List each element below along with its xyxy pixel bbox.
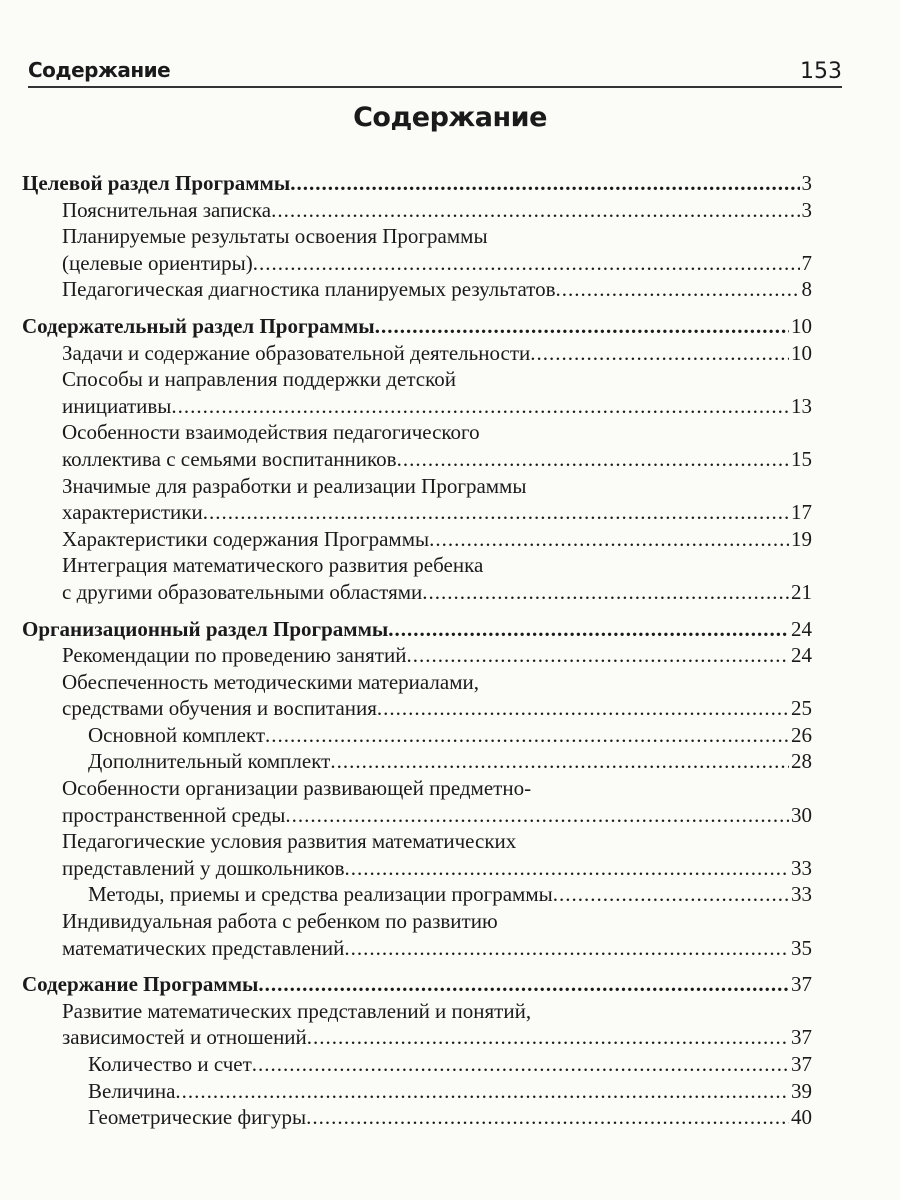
toc-entry-line: [62, 250, 812, 277]
toc-entry[interactable]: [22, 748, 812, 775]
toc-entry[interactable]: [22, 828, 812, 881]
dot-leader: [330, 748, 789, 775]
toc-entry-line: [62, 828, 812, 855]
toc-entry-title: Характеристики содержания Программы: [62, 526, 430, 551]
dot-leader: [306, 1104, 789, 1131]
toc-entry-line: [62, 908, 812, 935]
toc-entry-title: представлений у дошкольников: [62, 855, 345, 880]
toc-entry-title: Методы, приемы и средства реализации программы: [88, 882, 553, 907]
dot-leader: [406, 642, 789, 669]
toc-entry-line: [62, 998, 812, 1025]
toc-page-number: 40: [791, 1105, 812, 1130]
toc-entry-line: [62, 642, 812, 669]
toc-entry-line: [62, 366, 812, 393]
toc-entry-title: Планируемые результаты освоения Программы: [62, 224, 488, 249]
toc-entry[interactable]: [22, 669, 812, 722]
toc-entry-line: [62, 340, 812, 367]
toc-entry-title: Индивидуальная работа с ребенком по развитию: [62, 909, 498, 934]
dot-leader: [345, 855, 790, 882]
dot-leader: [344, 935, 789, 962]
toc-entry-line: [62, 802, 812, 829]
toc-entry-line: [62, 695, 812, 722]
toc-entry-line: [62, 419, 812, 446]
toc-entry[interactable]: [22, 419, 812, 472]
toc-entry[interactable]: [22, 722, 812, 749]
toc-page-number: 37: [791, 1025, 812, 1050]
toc-entry-title: Величина: [88, 1078, 176, 1103]
toc-entry-title: зависимостей и отношений: [62, 1025, 307, 1050]
dot-leader: [397, 446, 789, 473]
toc-entry-line: [88, 748, 812, 775]
toc-entry-title: Геометрические фигуры: [88, 1105, 307, 1130]
toc-entry-line: [88, 1078, 812, 1105]
toc-entry-title: Способы и направления поддержки детской: [62, 367, 456, 392]
dot-leader: [377, 695, 789, 722]
dot-leader: [253, 250, 800, 277]
toc-entry[interactable]: [22, 775, 812, 828]
toc-entry-line: [62, 197, 812, 224]
page-title: Содержание: [353, 102, 547, 133]
toc-entry-line: [62, 775, 812, 802]
toc-entry[interactable]: [22, 908, 812, 961]
toc-page-number: 10: [791, 340, 812, 365]
toc-entry-line: [62, 579, 812, 606]
dot-leader: [271, 197, 799, 224]
toc-page-number: 24: [791, 616, 812, 641]
toc-entry-title: Педагогические условия развития математических: [62, 829, 517, 854]
toc-entry-title: Педагогическая диагностика планируемых результатов: [62, 277, 556, 302]
toc-page-number: 33: [791, 882, 812, 907]
toc-entry[interactable]: [22, 1078, 812, 1105]
toc-entry-line: [88, 881, 812, 908]
toc-entry-line: [62, 855, 812, 882]
toc-entry-title: (целевые ориентиры): [62, 250, 253, 275]
dot-leader: [171, 393, 789, 420]
toc-entry-title: Дополнительный комплект: [88, 749, 331, 774]
toc-entry-line: [22, 616, 812, 643]
toc-page-number: 26: [791, 722, 812, 747]
toc-page-number: 37: [791, 972, 812, 997]
toc-entry-title: с другими образовательными областями: [62, 579, 423, 604]
dot-leader: [530, 340, 789, 367]
toc-entry-title: Содержательный раздел Программы: [22, 313, 375, 338]
running-header-section: Содержание: [28, 58, 171, 82]
toc-entry-line: [62, 223, 812, 250]
toc-entry-title: Обеспеченность методическими материалами,: [62, 669, 479, 694]
toc-entry[interactable]: [22, 197, 812, 224]
toc-entry-title: Рекомендации по проведению занятий: [62, 643, 407, 668]
dot-leader: [175, 1078, 789, 1105]
toc-section[interactable]: [22, 616, 812, 643]
toc-entry-line: [88, 1051, 812, 1078]
toc-entry-line: [88, 722, 812, 749]
toc-entry[interactable]: [22, 366, 812, 419]
toc-entry-title: Особенности организации развивающей предметно-: [62, 776, 532, 801]
toc-page-number: 17: [791, 500, 812, 525]
toc-page-number: 35: [791, 935, 812, 960]
toc-entry[interactable]: [22, 881, 812, 908]
toc-entry-title: математических представлений: [62, 935, 345, 960]
toc-entry-title: характеристики: [62, 500, 203, 525]
toc-entry-line: [62, 935, 812, 962]
toc-page-number: 28: [791, 749, 812, 774]
running-header: [28, 56, 842, 88]
toc-page-number: 13: [791, 393, 812, 418]
dot-leader: [556, 276, 800, 303]
dot-leader: [375, 313, 789, 340]
toc-section[interactable]: [22, 313, 812, 340]
toc-page-number: 33: [791, 855, 812, 880]
toc-entry-title: Целевой раздел Программы: [22, 171, 291, 195]
toc-entry[interactable]: [22, 552, 812, 605]
toc-entry-line: [62, 446, 812, 473]
toc-entry-title: Интеграция математического развития ребенка: [62, 553, 484, 578]
toc-page-number: 10: [791, 313, 812, 338]
toc-entry[interactable]: [22, 998, 812, 1051]
page-number: 153: [800, 59, 842, 84]
toc-page-number: 7: [801, 250, 812, 275]
toc-entry[interactable]: [22, 1051, 812, 1078]
toc-entry-line: [22, 313, 812, 340]
dot-leader: [422, 579, 789, 606]
toc-entry-title: Основной комплект: [88, 722, 266, 747]
dot-leader: [290, 170, 799, 197]
toc-entry-title: Задачи и содержание образовательной деятельности: [62, 340, 531, 365]
dot-leader: [429, 526, 789, 553]
toc-page-number: 8: [801, 277, 812, 302]
dot-leader: [307, 1024, 789, 1051]
dot-leader: [258, 971, 789, 998]
toc-page-number: 25: [791, 696, 812, 721]
toc-page-number: 3: [801, 171, 812, 195]
toc-entry-line: [22, 170, 812, 197]
toc-page-number: 30: [791, 802, 812, 827]
toc-page-number: 21: [791, 579, 812, 604]
toc-entry[interactable]: [22, 340, 812, 367]
toc-entry-title: средствами обучения и воспитания: [62, 696, 377, 721]
toc-entry[interactable]: [22, 223, 812, 276]
toc-entry-line: [62, 552, 812, 579]
toc-entry[interactable]: [22, 642, 812, 669]
toc-entry-title: Развитие математических представлений и понятий,: [62, 998, 532, 1023]
toc-entry-title: инициативы: [62, 393, 172, 418]
toc-entry-line: [62, 1024, 812, 1051]
toc-entry-line: [62, 669, 812, 696]
toc-page-number: 15: [791, 446, 812, 471]
toc-entry[interactable]: [22, 526, 812, 553]
toc-entry-title: Пояснительная записка: [62, 197, 272, 222]
dot-leader: [203, 499, 789, 526]
dot-leader: [285, 802, 789, 829]
toc-entry-line: [88, 1104, 812, 1131]
toc-entry-line: [62, 526, 812, 553]
toc-entry-title: Особенности взаимодействия педагогического: [62, 420, 480, 445]
toc-entry-title: Количество и счет: [88, 1052, 252, 1076]
toc-entry[interactable]: [22, 473, 812, 526]
toc-entry-line: [62, 276, 812, 303]
toc-page-number: 3: [801, 197, 812, 222]
dot-leader: [252, 1051, 789, 1078]
toc-entry[interactable]: [22, 1104, 812, 1131]
dot-leader: [388, 616, 789, 643]
dot-leader: [265, 722, 789, 749]
toc-page-number: 37: [791, 1052, 812, 1076]
toc-entry[interactable]: [22, 276, 812, 303]
dot-leader: [553, 881, 789, 908]
toc-section[interactable]: [22, 170, 812, 197]
toc-entry-title: Содержание Программы: [22, 972, 259, 997]
toc-page-number: 24: [791, 643, 812, 668]
toc-page-number: 19: [791, 526, 812, 551]
toc-entry-title: пространственной среды: [62, 802, 286, 827]
toc-section[interactable]: [22, 971, 812, 998]
toc-page-number: 39: [791, 1078, 812, 1103]
toc-entry-title: Значимые для разработки и реализации Программы: [62, 473, 527, 498]
toc-entry-title: коллектива с семьями воспитанников: [62, 446, 397, 471]
toc-entry-line: [62, 473, 812, 500]
table-of-contents: [22, 170, 812, 1131]
toc-entry-line: [62, 393, 812, 420]
toc-entry-line: [62, 499, 812, 526]
toc-entry-line: [22, 971, 812, 998]
toc-entry-title: Организационный раздел Программы: [22, 616, 389, 641]
